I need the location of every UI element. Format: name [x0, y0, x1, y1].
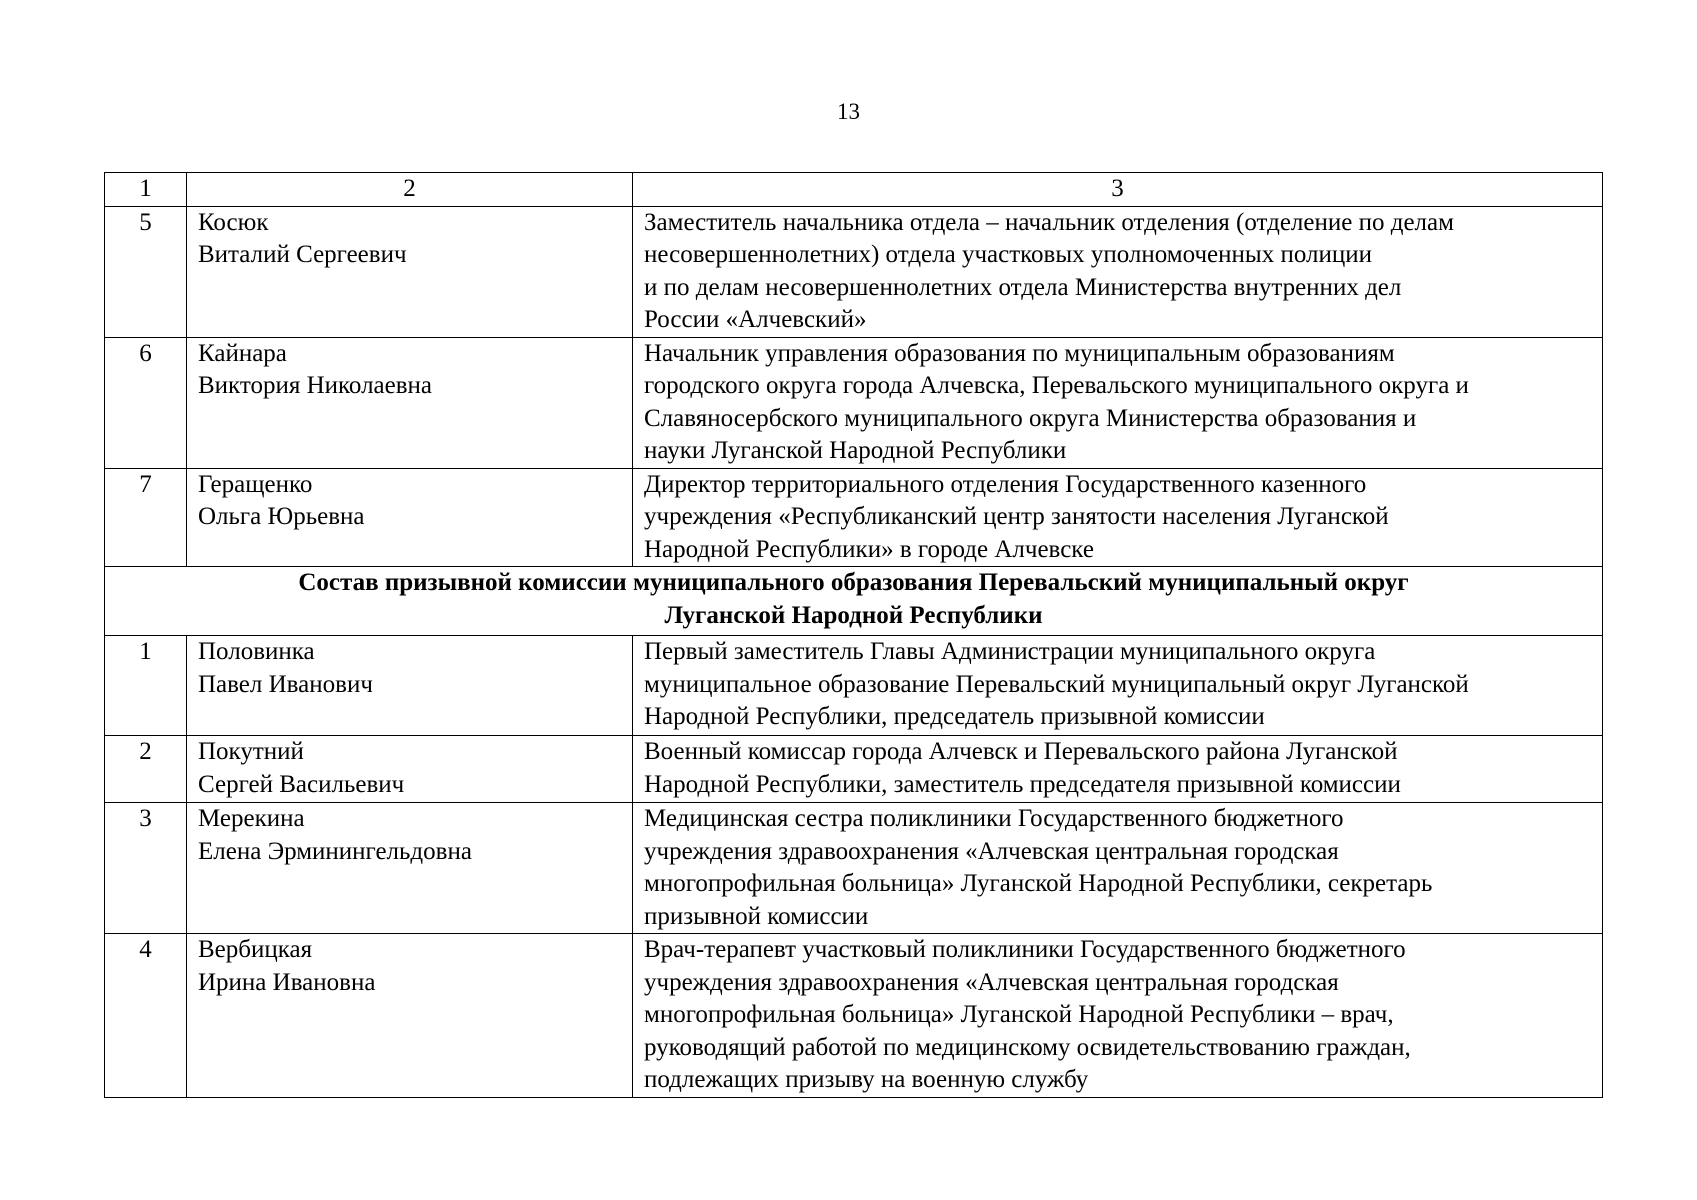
table-row: [105, 736, 1603, 803]
position-line: учреждения «Республиканский центр занятости населения Луганской: [644, 503, 1389, 530]
position-line: Начальник управления образования по муниципальным образованиям: [644, 339, 1395, 367]
section-header-row: [105, 567, 1603, 636]
table-header-row: [105, 173, 1603, 207]
row-number: 2: [105, 736, 187, 803]
person-given-names: Елена Эрминингельдовна: [198, 837, 472, 865]
person-name: [187, 803, 633, 934]
person-position: [633, 636, 1603, 736]
position-line: Народной Республики, заместитель председателя призывной комиссии: [644, 770, 1401, 798]
position-line: руководящий работой по медицинскому освидетельствованию граждан,: [644, 1033, 1411, 1061]
position-line: призывной комиссии: [644, 902, 869, 930]
person-given-names: Ольга Юрьевна: [198, 503, 365, 530]
position-line: многопрофильная больница» Луганской Народной Республики, секретарь: [644, 870, 1433, 897]
row-number: 4: [105, 934, 187, 1098]
page-number: 13: [837, 99, 860, 124]
row-number: 5: [105, 206, 187, 337]
person-name: [187, 468, 633, 567]
person-position: [633, 803, 1603, 934]
person-name: [187, 934, 633, 1098]
person-surname: Половинка: [198, 638, 315, 665]
table-row: [105, 934, 1603, 1098]
person-position: [633, 206, 1603, 337]
table-row: [105, 206, 1603, 337]
header-col-1: 1: [105, 173, 187, 207]
person-surname: Геращенко: [198, 470, 313, 498]
person-given-names: Виктория Николаевна: [198, 372, 433, 399]
person-surname: Покутний: [198, 738, 304, 765]
person-position: [633, 468, 1603, 567]
position-line: Народной Республики» в городе Алчевске: [644, 535, 1094, 563]
position-line: учреждения здравоохранения «Алчевская центральная городская: [644, 968, 1339, 996]
position-line: несовершеннолетних) отдела участковых уполномоченных полиции: [644, 241, 1372, 268]
person-name: [187, 636, 633, 736]
person-surname: Кайнара: [198, 339, 287, 367]
position-line: Первый заместитель Главы Администрации муниципального округа: [644, 638, 1376, 665]
person-position: [633, 736, 1603, 803]
person-given-names: Сергей Васильевич: [198, 770, 405, 798]
commission-table: [104, 172, 1603, 1098]
position-line: науки Луганской Народной Республики: [644, 437, 1067, 464]
position-line: Военный комиссар города Алчевск и Перевальского района Луганской: [644, 738, 1398, 765]
position-line: Директор территориального отделения Государственного казенного: [644, 470, 1367, 498]
section-title-line-2: Луганской Народной Республики: [664, 601, 1043, 629]
position-line: и по делам несовершеннолетних отдела Министерства внутренних дел: [644, 273, 1402, 301]
person-name: [187, 736, 633, 803]
position-line: учреждения здравоохранения «Алчевская центральная городская: [644, 837, 1339, 865]
table-row: [105, 468, 1603, 567]
position-line: Славяносербского муниципального округа Министерства образования и: [644, 404, 1417, 432]
position-line: городского округа города Алчевска, Перевальского муниципального округа и: [644, 372, 1469, 399]
header-col-3: 3: [633, 173, 1603, 207]
header-col-2: 2: [187, 173, 633, 207]
position-line: многопрофильная больница» Луганской Народной Республики – врач,: [644, 1001, 1394, 1028]
position-line: подлежащих призыву на военную службу: [644, 1066, 1089, 1093]
position-line: муниципальное образование Перевальский муниципальный округ Луганской: [644, 670, 1469, 698]
person-surname: Косюк: [198, 208, 269, 236]
person-surname: Вербицкая: [198, 936, 313, 963]
row-number: 3: [105, 803, 187, 934]
table-row: [105, 337, 1603, 468]
row-number: 1: [105, 636, 187, 736]
person-given-names: Виталий Сергеевич: [198, 241, 407, 268]
row-number: 6: [105, 337, 187, 468]
position-line: России «Алчевский»: [644, 306, 867, 333]
position-line: Народной Республики, председатель призывной комиссии: [644, 703, 1265, 730]
section-title-line-1: Состав призывной комиссии муниципального образования Перевальский муниципальный округ: [298, 569, 1409, 596]
row-number: 7: [105, 468, 187, 567]
position-line: Медицинская сестра поликлиники Государственного бюджетного: [644, 805, 1344, 832]
person-position: [633, 337, 1603, 468]
person-name: [187, 337, 633, 468]
person-given-names: Ирина Ивановна: [198, 968, 376, 996]
person-given-names: Павел Иванович: [198, 670, 373, 698]
section-title: [105, 567, 1603, 636]
person-position: [633, 934, 1603, 1098]
position-line: Врач-терапевт участковый поликлиники Государственного бюджетного: [644, 936, 1406, 963]
position-line: Заместитель начальника отдела – начальник отделения (отделение по делам: [644, 208, 1454, 236]
person-name: [187, 206, 633, 337]
person-surname: Мерекина: [198, 805, 305, 832]
table-row: [105, 803, 1603, 934]
table-row: [105, 636, 1603, 736]
